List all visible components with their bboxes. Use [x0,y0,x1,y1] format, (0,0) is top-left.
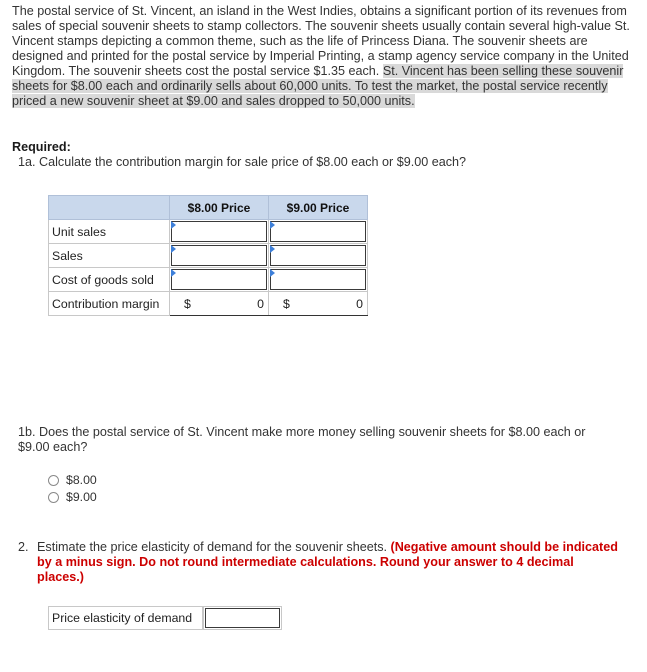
unit-sales-8-input[interactable] [170,220,269,244]
elasticity-label: Price elasticity of demand [48,606,203,630]
radio-label: $8.00 [66,473,97,487]
flag-icon [270,269,275,277]
question-2-instructions: (Negative amount should be indicated by a minus sign. Do not round intermediate calculations. Round your answer to 4 decimal places.) [37,540,618,584]
contribution-margin-table [48,195,368,316]
question-number: 2. [18,540,29,554]
radio-option-9[interactable] [48,490,97,504]
unit-sales-9-input[interactable] [269,220,368,244]
column-header-8-price: $8.00 Price [170,196,269,220]
total-value: 0 [257,297,264,311]
elasticity-row [48,606,282,630]
row-label-cost-of-goods-sold: Cost of goods sold [49,268,170,292]
elasticity-input-box[interactable] [205,608,280,628]
table-row [49,244,368,268]
flag-icon [171,269,176,277]
radio-button[interactable] [48,492,59,503]
flag-icon [270,245,275,253]
flag-icon [171,221,176,229]
total-value: 0 [356,297,363,311]
sales-9-input[interactable] [269,244,368,268]
table-row [49,292,368,316]
currency-symbol: $ [283,297,290,311]
cogs-8-input[interactable] [170,268,269,292]
radio-label: $9.00 [66,490,97,504]
table-header-row [49,196,368,220]
row-label-unit-sales: Unit sales [49,220,170,244]
currency-symbol: $ [184,297,191,311]
elasticity-input[interactable] [203,606,282,630]
question-1a: 1a. Calculate the contribution margin for sale price of $8.00 each or $9.00 each? [18,155,467,169]
contribution-margin-9-value [269,292,368,316]
table-row [49,220,368,244]
sales-8-input[interactable] [170,244,269,268]
contribution-margin-8-value [170,292,269,316]
row-label-sales: Sales [49,244,170,268]
radio-button[interactable] [48,475,59,486]
table-row [49,268,368,292]
required-heading: Required: [12,140,71,154]
intro-highlighted-text: St. Vincent has been selling these souvenir sheets for $8.00 each and ordinarily sells about 60,000 units. To test the market, the postal service recently priced a new souvenir sheet at $9.00 and sales dropped to 50,000 units. [12,64,624,108]
header-blank-cell [49,196,170,220]
question-2-text: Estimate the price elasticity of demand for the souvenir sheets. [37,540,387,554]
intro-text: The postal service of St. Vincent, an island in the West Indies, obtains a significant portion of its revenues from sales of special souvenir sheets to stamp collectors. The souvenir sheets usually contain several high-value St. Vincent stamps depicting a common theme, such as the life of Princess Diana. The souvenir sheets are designed and printed for the postal service by Imperial Printing, a stamp agency service company in the United Kingdom. The souvenir sheets cost the postal service $1.35 each. [12,4,630,78]
flag-icon [171,245,176,253]
question-1b: 1b. Does the postal service of St. Vincent make more money selling souvenir sheets for $8.00 each or $9.00 each? [18,425,586,454]
radio-option-8[interactable] [48,473,97,487]
cogs-9-input[interactable] [269,268,368,292]
flag-icon [270,221,275,229]
column-header-9-price: $9.00 Price [269,196,368,220]
row-label-contribution-margin: Contribution margin [49,292,170,316]
question-2 [18,540,618,585]
problem-intro [12,4,640,109]
